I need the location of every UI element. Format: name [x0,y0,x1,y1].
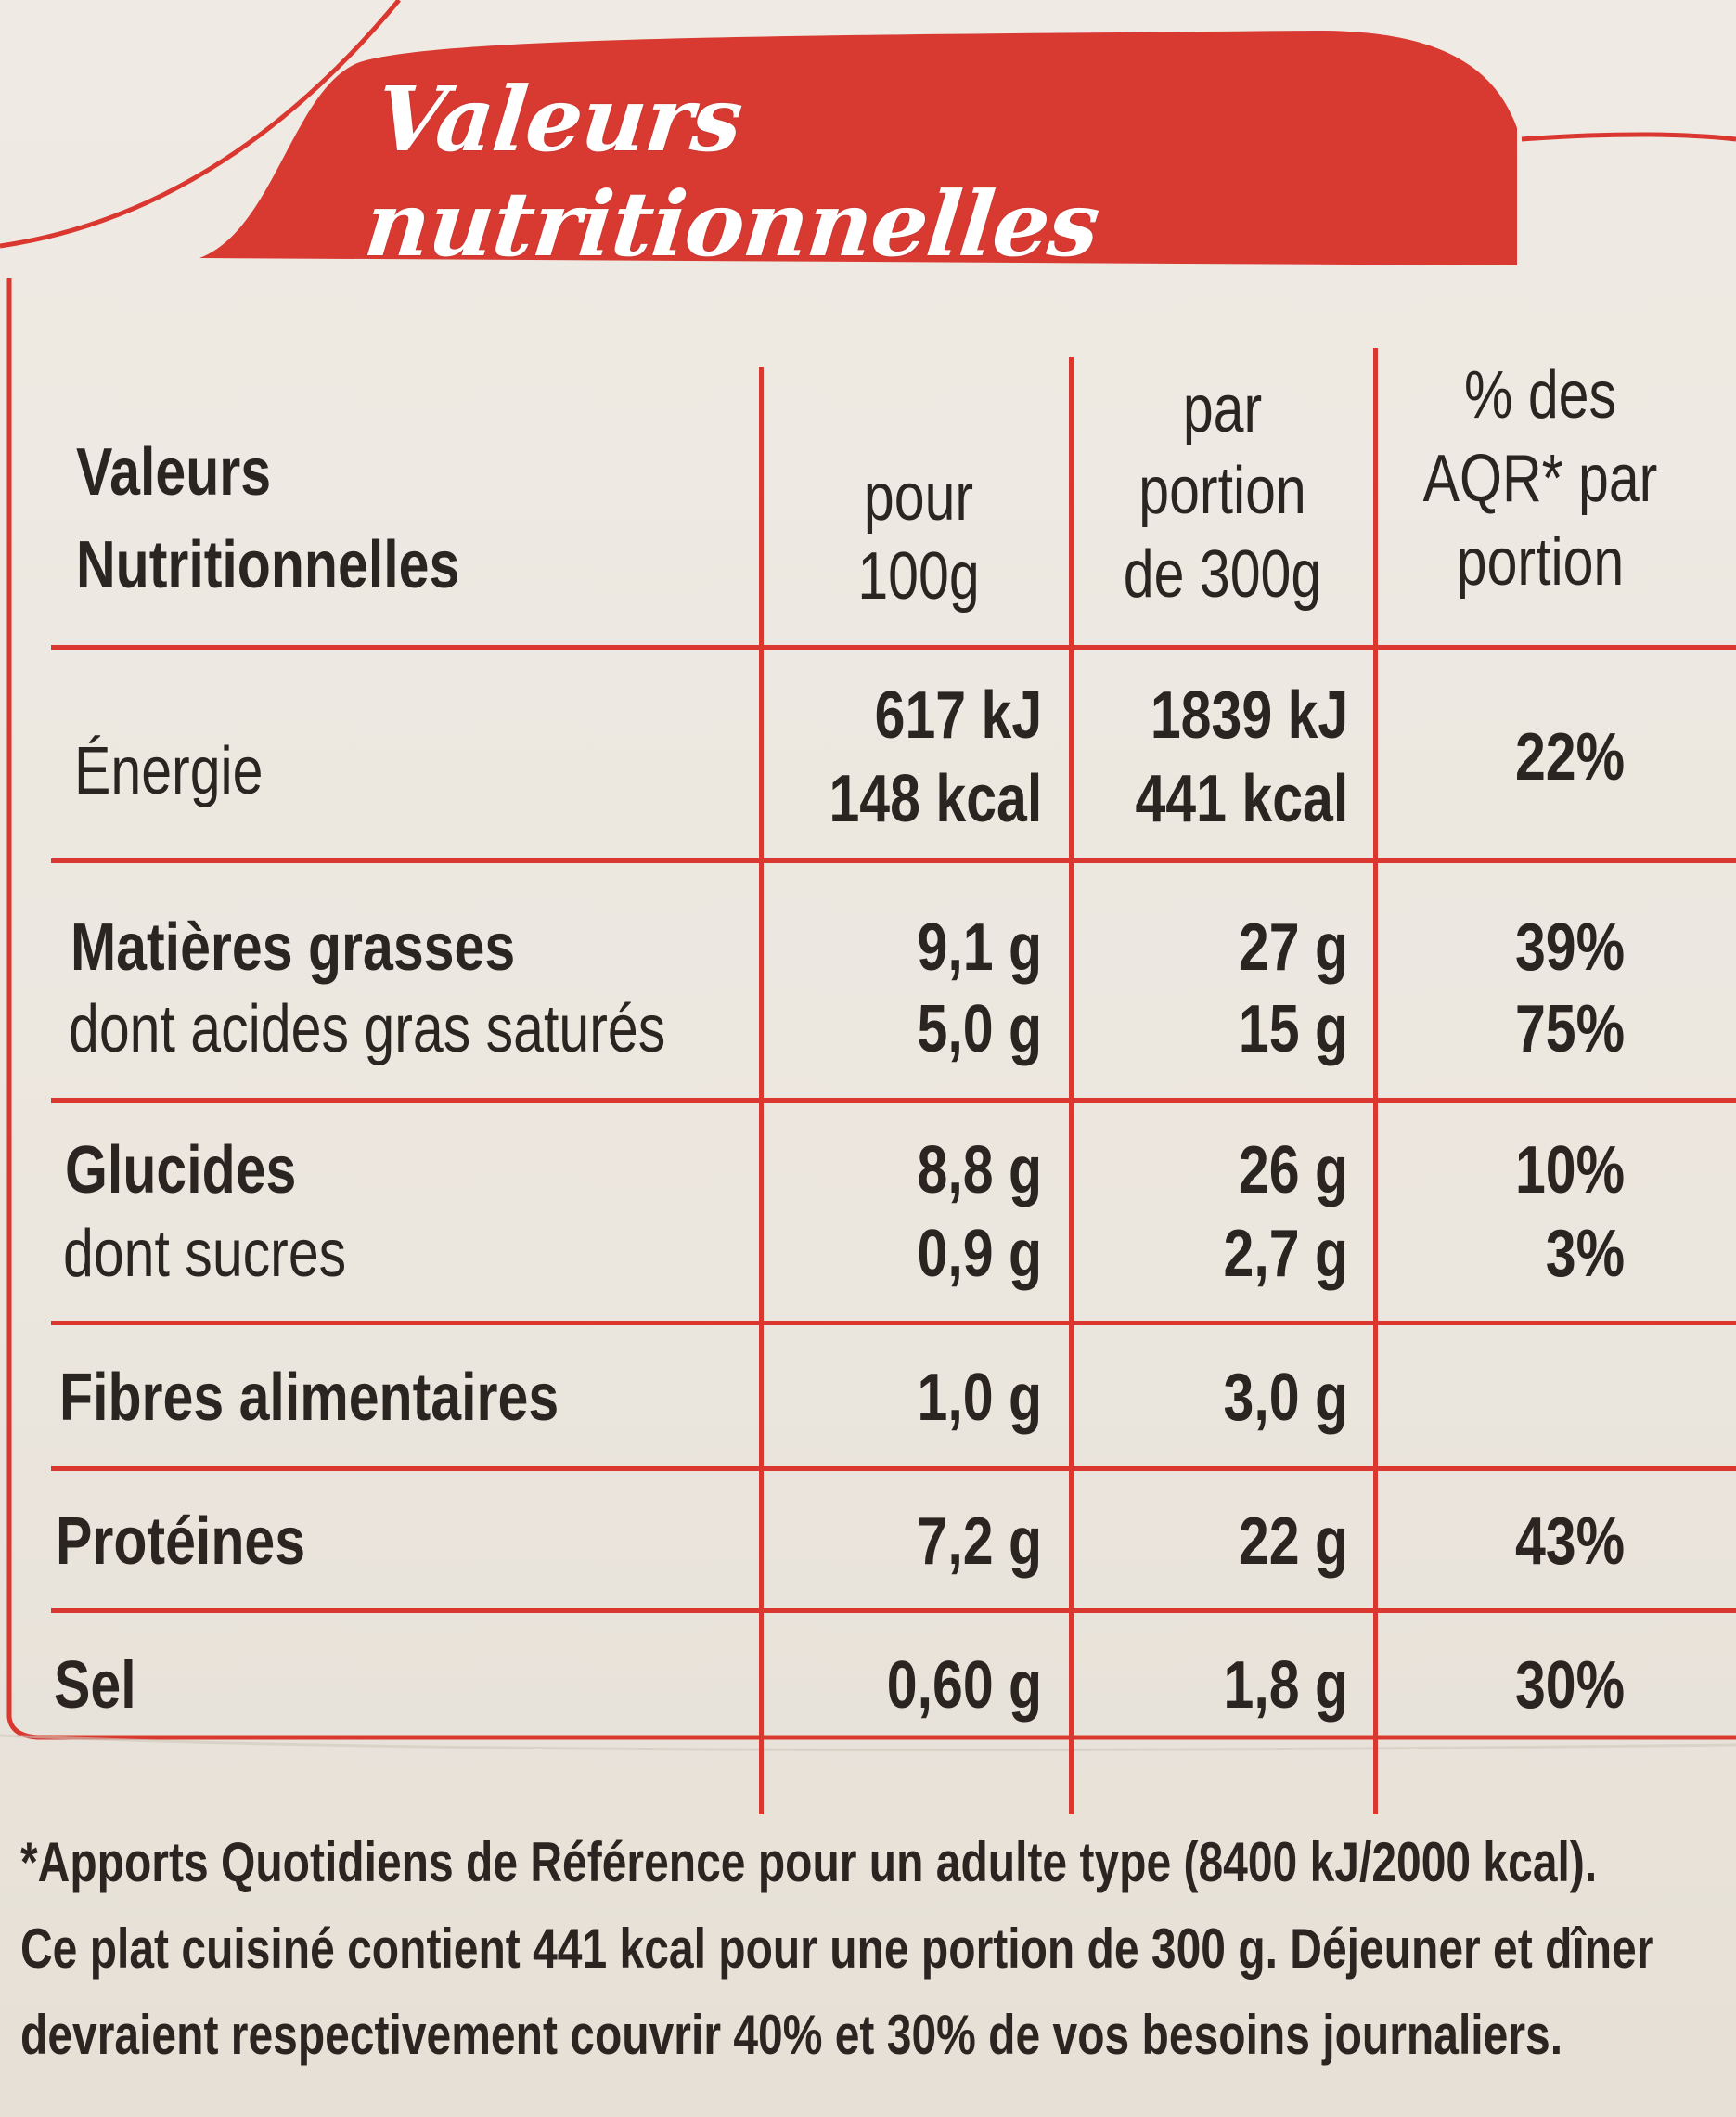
row-divider [51,1608,1736,1613]
energy-portion-kcal: 441 kcal [1135,762,1348,836]
energy-aqr: 22% [1514,720,1625,794]
header-per100: pour [863,460,974,535]
row-divider [51,1098,1736,1103]
column-divider [759,367,764,1814]
protein-per100: 7,2 g [917,1504,1042,1579]
salt-aqr: 30% [1514,1648,1625,1723]
row-label-fat: Matières grasses [71,910,516,985]
header-aqr: AQR* par [1422,442,1658,516]
row-label-energy: Énergie [74,734,264,808]
protein-portion: 22 g [1238,1504,1348,1579]
banner-title: Valeurs nutritionnelles [360,67,1104,277]
header-portion: par [1182,372,1263,446]
carbs-aqr: 10% [1514,1133,1625,1207]
row-label-carbs: Glucides [65,1133,297,1207]
sugars-portion: 2,7 g [1223,1217,1348,1291]
fibre-per100: 1,0 g [917,1361,1042,1435]
footnote [20,1819,1713,2078]
row-label-saturated: dont acides gras saturés [69,992,666,1066]
header-aqr: portion [1456,525,1625,600]
sugars-per100: 0,9 g [917,1217,1042,1291]
footnote-line: *Apports Quotidiens de Référence pour un adulte type (8400 kJ/2000 kcal). [20,1831,1598,1893]
row-divider [51,1466,1736,1471]
header-per100: 100g [857,539,980,613]
fat-aqr: 39% [1514,910,1625,985]
saturated-per100: 5,0 g [917,992,1042,1066]
carbs-portion: 26 g [1238,1133,1348,1207]
row-divider [51,858,1736,863]
header-portion: de 300g [1123,537,1322,612]
header-portion: portion [1138,454,1306,528]
energy-portion-kj: 1839 kJ [1150,678,1348,753]
salt-portion: 1,8 g [1223,1648,1348,1723]
row-divider [51,1321,1736,1325]
header-aqr: % des [1463,358,1617,432]
footnote-line: devraient respectivement couvrir 40% et 30% de vos besoins journaliers. [20,2004,1563,2066]
sugars-aqr: 3% [1545,1217,1625,1291]
header-label: Valeurs [76,435,272,510]
salt-per100: 0,60 g [886,1648,1042,1723]
fat-portion: 27 g [1238,910,1348,985]
row-label-protein: Protéines [56,1504,306,1579]
fibre-portion: 3,0 g [1223,1361,1348,1435]
fat-per100: 9,1 g [917,910,1042,985]
protein-aqr: 43% [1514,1504,1625,1579]
saturated-aqr: 75% [1514,992,1625,1066]
carbs-per100: 8,8 g [917,1133,1042,1207]
energy-per100-kcal: 148 kcal [829,762,1042,836]
row-label-salt: Sel [54,1648,136,1723]
row-divider [51,645,1736,650]
energy-per100-kj: 617 kJ [874,678,1042,753]
column-divider [1373,348,1378,1814]
column-divider [1069,357,1074,1814]
row-label-fibre: Fibres alimentaires [59,1361,559,1435]
row-label-sugars: dont sucres [63,1217,347,1291]
footnote-line: Ce plat cuisiné contient 441 kcal pour une portion de 300 g. Déjeuner et dîner [20,1917,1654,1980]
header-label: Nutritionnelles [76,528,460,602]
saturated-portion: 15 g [1238,992,1348,1066]
